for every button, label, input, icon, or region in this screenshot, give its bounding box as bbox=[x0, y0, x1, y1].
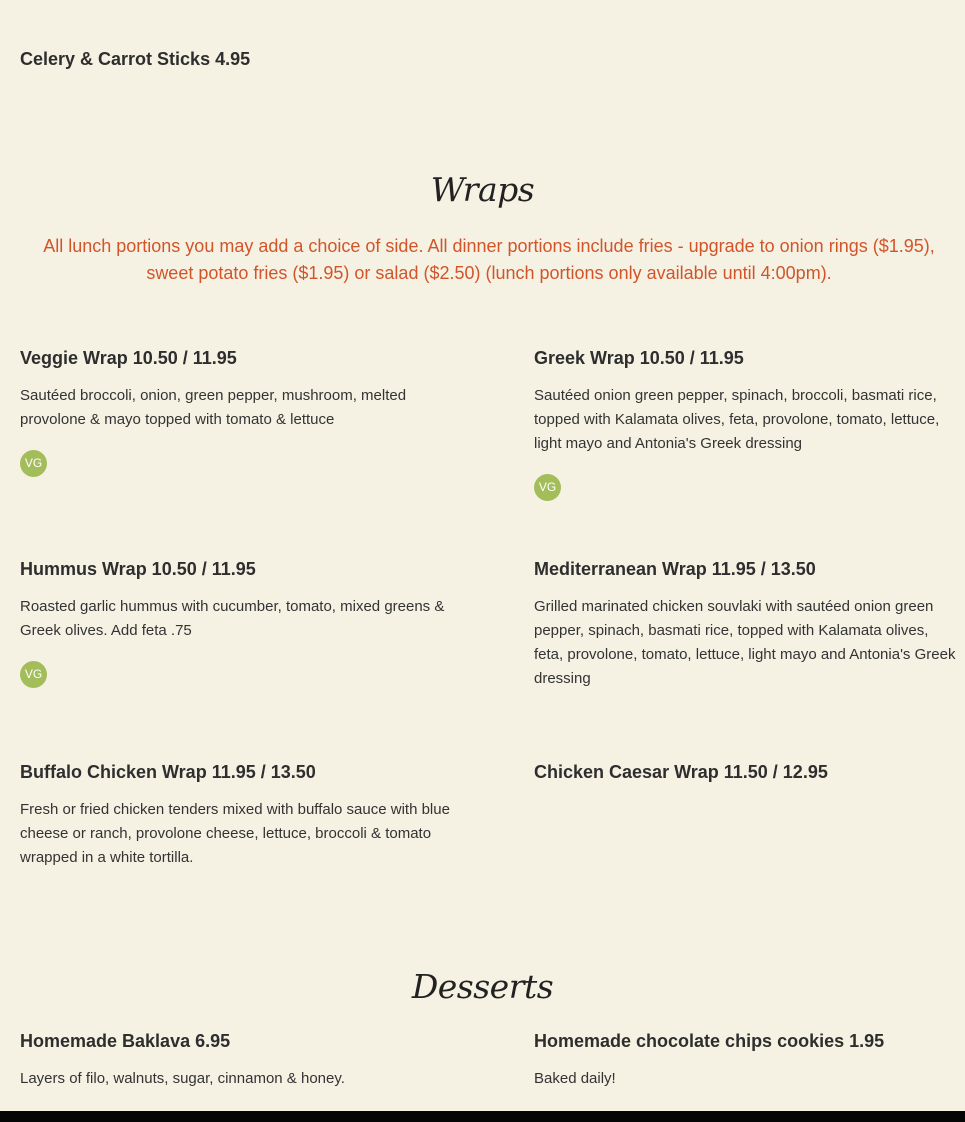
hummus-wrap-description: Roasted garlic hummus with cucumber, tomato, mixed greens & Greek olives. Add feta .75 bbox=[20, 598, 445, 639]
baklava-description: Layers of filo, walnuts, sugar, cinnamon & honey. bbox=[20, 1070, 345, 1087]
baklava-title: Homemade Baklava 6.95 bbox=[20, 1031, 231, 1051]
vegetarian-badge-icon: VG bbox=[20, 661, 47, 688]
chocolate-chip-cookies-description: Baked daily! bbox=[534, 1070, 616, 1087]
greek-wrap-description: Sautéed onion green pepper, spinach, broccoli, basmati rice, topped with Kalamata olives, feta, provolone, tomato, lettuce, light mayo and Antonia's Greek dressing bbox=[534, 387, 940, 452]
mediterranean-wrap-description: Grilled marinated chicken souvlaki with sautéed onion green pepper, spinach, basmati rice, topped with Kalamata olives, feta, provolone, tomato, lettuce, light mayo and Antonia's Greek dressing bbox=[534, 598, 956, 687]
celery-carrot-sticks-title: Celery & Carrot Sticks 4.95 bbox=[20, 49, 251, 69]
mediterranean-wrap-title: Mediterranean Wrap 11.95 / 13.50 bbox=[534, 559, 816, 579]
vegetarian-badge-icon: VG bbox=[20, 450, 47, 477]
buffalo-chicken-wrap-title: Buffalo Chicken Wrap 11.95 / 13.50 bbox=[20, 762, 316, 782]
desserts-section-title: Desserts bbox=[411, 967, 554, 1006]
buffalo-chicken-wrap-description: Fresh or fried chicken tenders mixed with buffalo sauce with blue cheese or ranch, provolone cheese, lettuce, broccoli & tomato wrapped in a white tortilla. bbox=[20, 801, 450, 866]
vegetarian-badge-icon: VG bbox=[534, 474, 561, 501]
wraps-side-note: All lunch portions you may add a choice of side. All dinner portions include fries - upgrade to onion rings ($1.95), sweet potato fries ($1.95) or salad ($2.50) (lunch portions only available until 4:00pm). bbox=[43, 236, 935, 283]
chocolate-chip-cookies-title: Homemade chocolate chips cookies 1.95 bbox=[534, 1031, 885, 1051]
wraps-section-title: Wraps bbox=[430, 170, 535, 209]
hummus-wrap-title: Hummus Wrap 10.50 / 11.95 bbox=[20, 559, 256, 579]
greek-wrap-title: Greek Wrap 10.50 / 11.95 bbox=[534, 348, 744, 368]
veggie-wrap-title: Veggie Wrap 10.50 / 11.95 bbox=[20, 348, 237, 368]
bottom-bar bbox=[0, 1111, 965, 1122]
veggie-wrap-description: Sautéed broccoli, onion, green pepper, mushroom, melted provolone & mayo topped with tomato & lettuce bbox=[20, 387, 407, 428]
chicken-caesar-wrap-title: Chicken Caesar Wrap 11.50 / 12.95 bbox=[534, 762, 828, 782]
